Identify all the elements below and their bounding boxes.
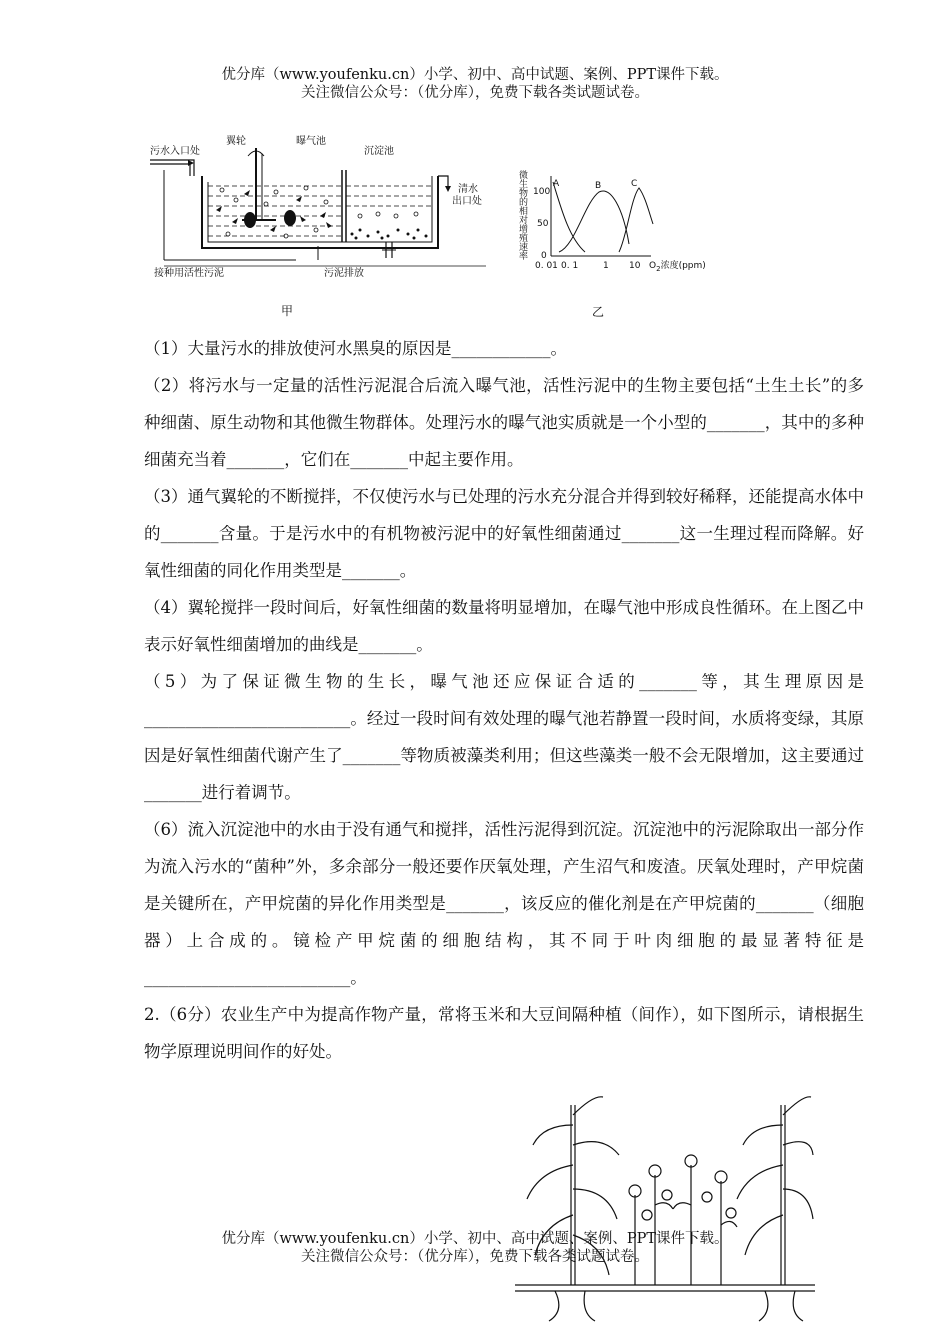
- label-wheel: 翼轮: [226, 136, 246, 147]
- intercropping-illustration: [515, 1085, 815, 1325]
- figure-jia-diagram: [146, 130, 496, 290]
- header-line-2: 关注微信公众号：（优分库），免费下载各类试题试卷。: [301, 85, 649, 101]
- ylabel-char: 微: [519, 171, 529, 181]
- ylabel-char: 生: [519, 180, 529, 190]
- question-body: [144, 330, 864, 1070]
- x-tick-10: 10: [629, 261, 641, 271]
- question-1: （1）大量污水的排放使河水黑臭的原因是____________。: [144, 339, 567, 358]
- ylabel-char: 率: [519, 252, 529, 262]
- question-2: （2）将污水与一定量的活性污泥混合后流入曝气池，活性污泥中的生物主要包括“土生土长”的多种细菌、原生动物和其他微生物群体。处理污水的曝气池实质就是一个小型的_______，其中的多种细菌充当着_______，它们在_______中起主要作用。: [144, 376, 864, 469]
- question-4: （4）翼轮搅拌一段时间后，好氧性细菌的数量将明显增加，在曝气池中形成良性循环。在上图乙中表示好氧性细菌增加的曲线是_______。: [144, 598, 864, 654]
- ylabel-char: 的: [519, 198, 529, 208]
- question-5: （5）为了保证微生物的生长，曝气池还应保证合适的_______等，其生理原因是_________________________。经过一段时间有效处理的曝气池若静置一段时间，水质将变绿，其原因是好氧性细菌代谢产生了_______等物质被藻类利用；但这些藻类一般不会无限增加，这主要通过_______进行着调节。: [144, 672, 864, 802]
- y-tick-100: 100: [533, 187, 551, 197]
- x-tick-01: 0. 1: [561, 261, 579, 271]
- curve-b: [559, 191, 629, 252]
- label-sludge-in: 接种用活性污泥: [154, 268, 224, 279]
- question-3: （3）通气翼轮的不断搅拌，不仅使污水与已处理的污水充分混合并得到较好稀释，还能提高水体中的_______含量。于是污水中的有机物被污泥中的好氧性细菌通过_______这一生理过程而降解。好氧性细菌的同化作用类型是_______。: [144, 487, 864, 580]
- page-header: [0, 66, 950, 102]
- ylabel-char: 增: [519, 225, 529, 235]
- x-tick-001: 0. 01: [535, 261, 558, 271]
- ylabel-char: 相: [519, 207, 529, 217]
- x-axis-label: [649, 259, 706, 273]
- label-settling: 沉淀池: [364, 146, 394, 157]
- figure-yi-graph: [515, 168, 715, 278]
- x-label-suffix: 浓度(ppm): [660, 261, 706, 271]
- header-line-1: 优分库（www.youfenku.cn）小学、初中、高中试题、案例、PPT课件下载。: [221, 67, 729, 83]
- figure-yi-caption: 乙: [592, 305, 605, 319]
- curve-label-b: B: [595, 181, 602, 191]
- x-label-sub: 2: [656, 265, 661, 273]
- ylabel-char: 速: [519, 243, 529, 253]
- curve-label-c: C: [631, 179, 638, 189]
- x-tick-1: 1: [603, 261, 609, 271]
- curve-a: [553, 182, 585, 252]
- x-label-prefix: O: [649, 261, 657, 271]
- curve-label-a: A: [553, 179, 560, 189]
- label-outlet-1: 清水: [458, 184, 478, 195]
- question-7: 2.（6分）农业生产中为提高作物产量，常将玉米和大豆间隔种植（间作），如下图所示，请根据生物学原理说明间作的好处。: [144, 1005, 864, 1061]
- figure-jia-caption: 甲: [281, 304, 294, 318]
- footer-line-1: 优分库（www.youfenku.cn）小学、初中、高中试题、案例、PPT课件下载。: [221, 1231, 729, 1247]
- y-tick-50: 50: [537, 219, 549, 229]
- label-outlet-2: 出口处: [452, 196, 482, 207]
- ylabel-char: 殖: [519, 234, 529, 244]
- ylabel-char: 对: [519, 216, 529, 226]
- curve-c: [619, 188, 653, 252]
- label-inlet: 污水入口处: [150, 146, 200, 157]
- label-sludge-out: 污泥排放: [324, 268, 364, 279]
- footer-line-2: 关注微信公众号：（优分库），免费下载各类试题试卷。: [301, 1249, 649, 1265]
- page-footer: [0, 1230, 950, 1266]
- label-aeration: 曝气池: [296, 136, 326, 147]
- y-axis-label: [519, 169, 528, 262]
- question-6: （6）流入沉淀池中的水由于没有通气和搅拌，活性污泥得到沉淀。沉淀池中的污泥除取出一部分作为流入污水的“菌种”外，多余部分一般还要作厌氧处理，产生沼气和废渣。厌氧处理时，产甲烷菌是关键所在，产甲烷菌的异化作用类型是_______，该反应的催化剂是在产甲烷菌的_______（细胞器）上合成的。镜检产甲烷菌的细胞结构，其不同于叶肉细胞的最显著特征是_________________________。: [144, 820, 864, 987]
- y-tick-0: 0: [541, 251, 547, 261]
- ylabel-char: 物: [519, 189, 529, 199]
